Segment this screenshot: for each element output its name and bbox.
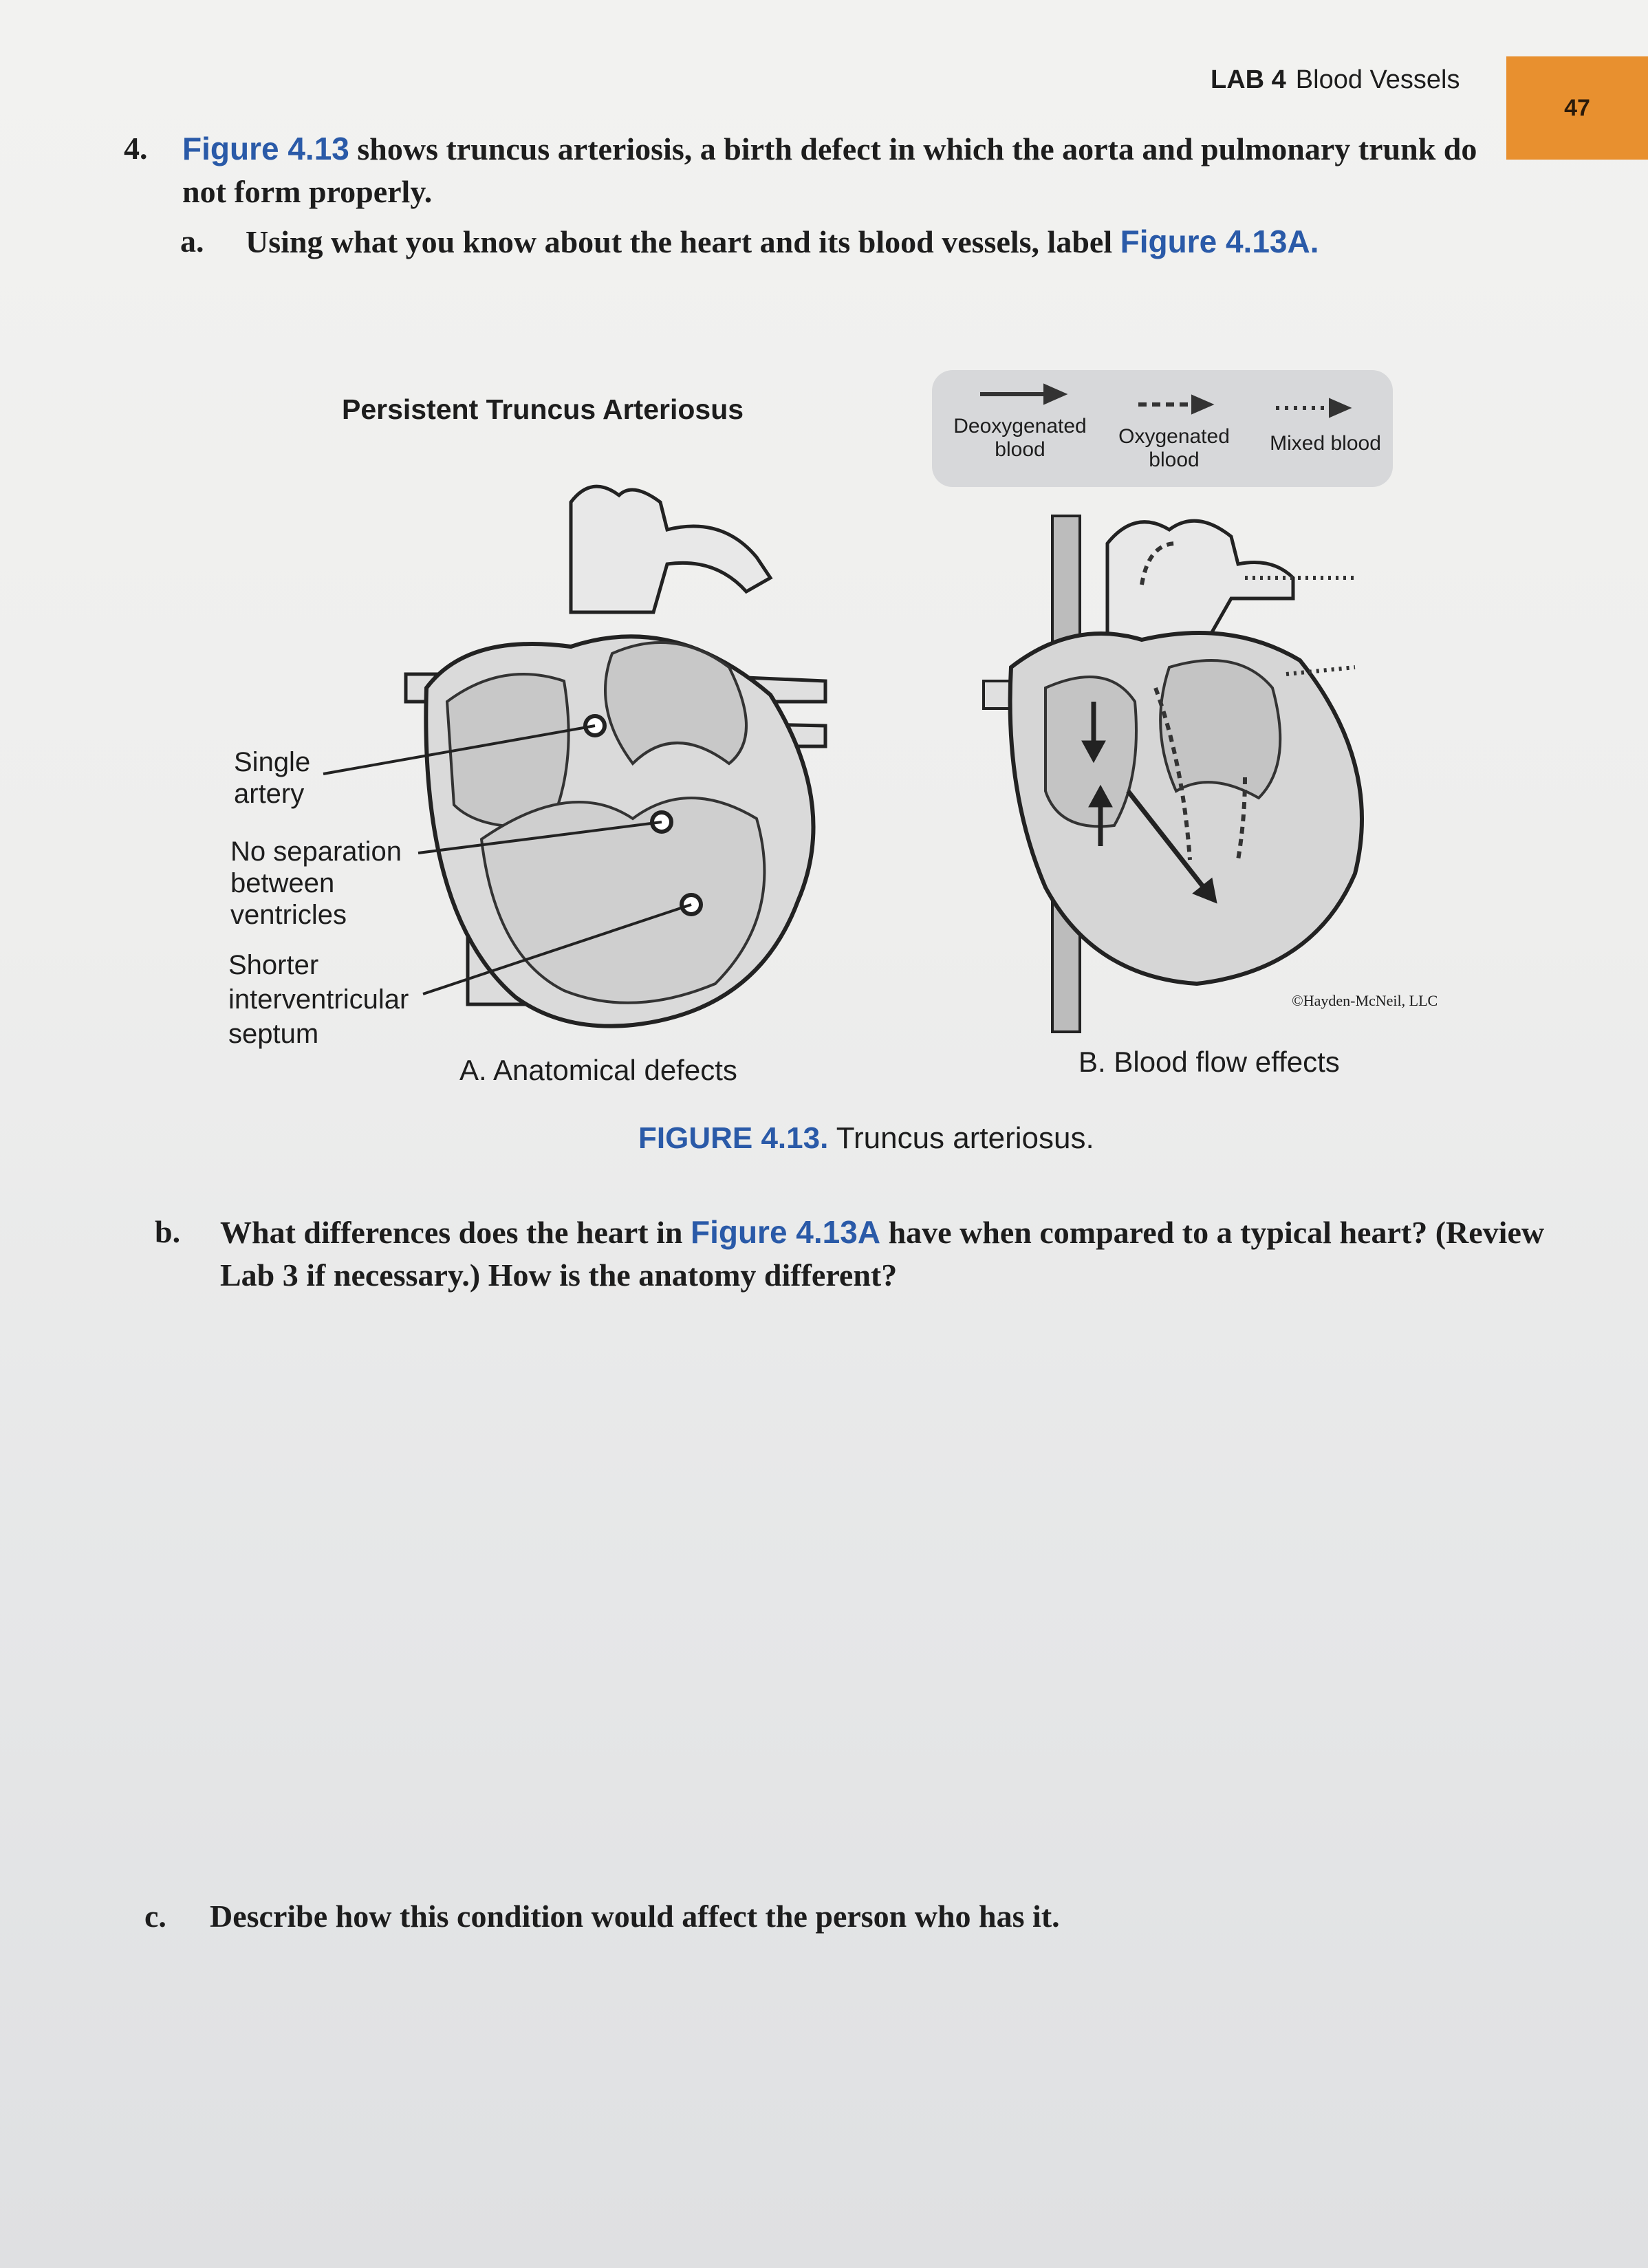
part-b-body-2: have when compared to a typical heart? (Review Lab 3 if necessary.) How is the anatomy different? xyxy=(220,1215,1545,1293)
caption-b: B. Blood flow effects xyxy=(1078,1046,1340,1078)
part-b-text xyxy=(220,1211,1596,1297)
marker-single-artery xyxy=(585,716,605,735)
part-a-text xyxy=(246,220,1319,263)
page-number-tab xyxy=(1506,56,1648,160)
part-b-body-1: What differences does the heart in xyxy=(220,1215,691,1250)
part-b-label: b. xyxy=(155,1214,181,1249)
figure-caption-label: FIGURE 4.13. xyxy=(638,1121,829,1155)
marker-septum xyxy=(682,895,701,914)
caption-a: A. Anatomical defects xyxy=(459,1054,737,1086)
single-artery-shape xyxy=(571,486,770,612)
figure-reference: Figure 4.13 xyxy=(182,131,349,166)
running-header xyxy=(1211,65,1460,95)
part-c-text: Describe how this condition would affect the person who has it. xyxy=(210,1899,1060,1934)
label-shorter-septum: Shorter interventricular septum xyxy=(228,950,409,1049)
question-number: 4. xyxy=(124,131,148,166)
figure-reference-b: Figure 4.13A xyxy=(690,1214,881,1250)
part-a-label: a. xyxy=(180,224,204,259)
part-c-label: c. xyxy=(144,1899,166,1934)
question-4-text xyxy=(182,127,1503,213)
part-a-body: Using what you know about the heart and its blood vessels, label xyxy=(246,224,1120,259)
marker-no-separation xyxy=(652,812,671,832)
right-atrium xyxy=(447,674,569,827)
question-4-body: shows truncus arteriosis, a birth defect in which the aorta and pulmonary trunk do not form properly. xyxy=(182,131,1477,209)
lab-number: LAB 4 xyxy=(1211,65,1286,94)
single-artery-shape-b xyxy=(1107,521,1293,647)
page-number: 47 xyxy=(1564,94,1590,121)
section-title: Blood Vessels xyxy=(1295,65,1460,94)
label-no-separation: No separation between ventricles xyxy=(230,836,402,930)
legend-mixed: Mixed blood xyxy=(1270,432,1381,455)
legend-oxygenated: Oxygenated blood xyxy=(1118,425,1230,471)
legend-deoxygenated: Deoxygenated blood xyxy=(953,415,1087,461)
figure-title: Persistent Truncus Arteriosus xyxy=(342,393,744,425)
figure-reference-a: Figure 4.13A. xyxy=(1120,224,1319,259)
heart-diagram-b xyxy=(970,502,1417,1039)
figure-legend xyxy=(932,370,1393,487)
label-single-artery: Single artery xyxy=(234,747,311,809)
copyright-notice: ©Hayden-McNeil, LLC xyxy=(1292,992,1438,1009)
figure-caption-text: Truncus arteriosus. xyxy=(828,1121,1094,1155)
figure-caption xyxy=(638,1121,1094,1156)
